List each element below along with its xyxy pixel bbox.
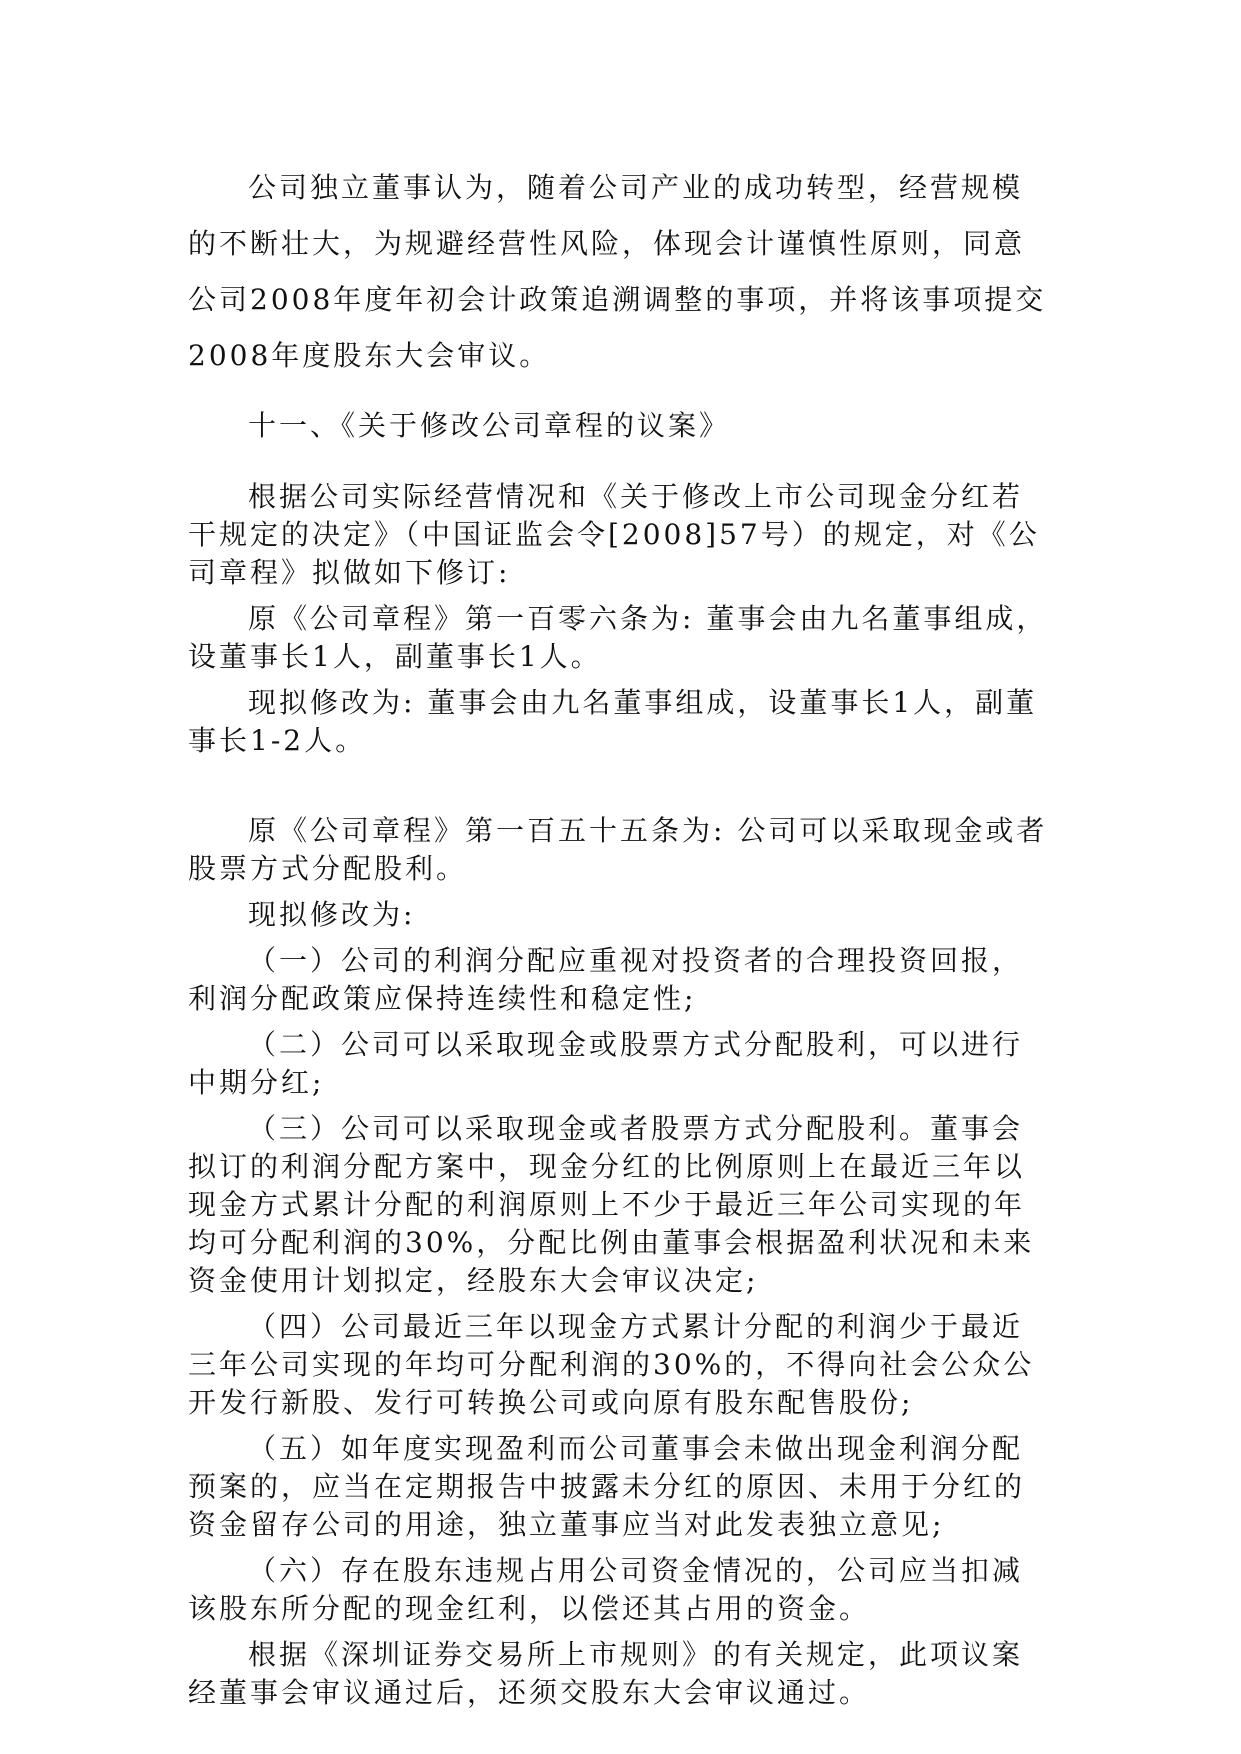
- paragraph-revision-basis: 根据公司实际经营情况和《关于修改上市公司现金分红若干规定的决定》（中国证监会令[2008]57号）的规定，对《公司章程》拟做如下修订:: [188, 480, 1040, 589]
- paragraph-approval-requirement: 根据《深圳证券交易所上市规则》的有关规定，此项议案经董事会审议通过后，还须交股东大会审议通过。: [188, 1638, 1024, 1709]
- list-item-four: （四）公司最近三年以现金方式累计分配的利润少于最近三年公司实现的年均可分配利润的30%的，不得向社会公众公开发行新股、发行可转换公司或向原有股东配售股份;: [188, 1310, 1035, 1419]
- list-item-six: （六）存在股东违规占用公司资金情况的，公司应当扣减该股东所分配的现金红利，以偿还其占用的资金。: [188, 1554, 1024, 1625]
- list-item-five: （五）如年度实现盈利而公司董事会未做出现金利润分配预案的，应当在定期报告中披露未分红的原因、未用于分红的资金留存公司的用途，独立董事应当对此发表独立意见;: [188, 1432, 1026, 1541]
- paragraph-original-article-106: 原《公司章程》第一百零六条为: 董事会由九名董事组成，设董事长1人，副董事长1人。: [188, 602, 1048, 673]
- list-item-one: （一）公司的利润分配应重视对投资者的合理投资回报，利润分配政策应保持连续性和稳定性;: [188, 944, 1024, 1015]
- section-heading-eleven: 十一、《关于修改公司章程的议案》: [248, 409, 731, 442]
- document-body: [188, 160, 1050, 1712]
- paragraph-revised-intro: 现拟修改为:: [248, 898, 416, 931]
- paragraph-original-article-155: 原《公司章程》第一百五十五条为: 公司可以采取现金或者股票方式分配股利。: [188, 814, 1048, 885]
- paragraph-independent-director-opinion: 公司独立董事认为，随着公司产业的成功转型，经营规模的不断壮大，为规避经营性风险，体现会计谨慎性原则，同意公司2008年度年初会计政策追溯调整的事项，并将该事项提交2008年度股东大会审议。: [188, 171, 1047, 372]
- list-item-two: （二）公司可以采取现金或股票方式分配股利，可以进行中期分红;: [188, 1028, 1024, 1099]
- list-item-three: （三）公司可以采取现金或者股票方式分配股利。董事会拟订的利润分配方案中，现金分红的比例原则上在最近三年以现金方式累计分配的利润原则上不少于最近三年公司实现的年均可分配利润的30%，分配比例由董事会根据盈利状况和未来资金使用计划拟定，经股东大会审议决定;: [188, 1112, 1035, 1297]
- paragraph-revised-article-106: 现拟修改为: 董事会由九名董事组成，设董事长1人，副董事长1-2人。: [188, 686, 1038, 757]
